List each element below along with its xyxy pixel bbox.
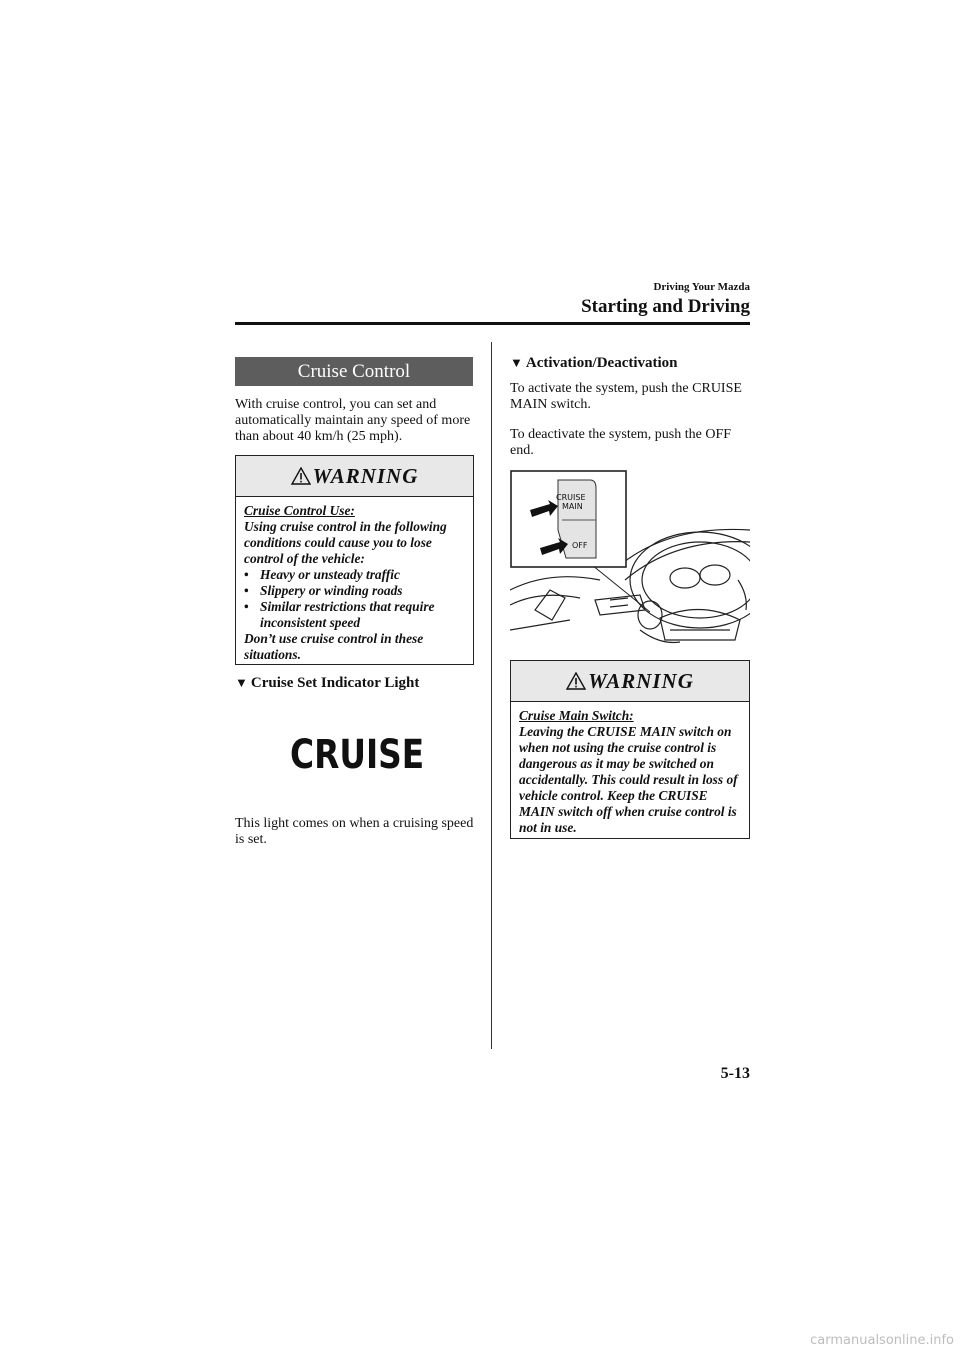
indicator-heading [235, 675, 419, 692]
list-item: • Heavy or unsteady traffic [244, 567, 400, 582]
warning-text: Leaving the CRUISE MAIN switch on when not using the cruise control is dangerous as it may be switched on accidentally. This could result in loss of vehicle control. Keep the CRUISE MAIN switch off when cruise control is not in use. [519, 724, 738, 835]
down-triangle-icon: ▼ [235, 675, 248, 690]
warning-triangle-icon [566, 672, 586, 690]
list-item: • Similar restrictions that require inconsistent speed [244, 599, 435, 630]
warning-list [244, 567, 465, 631]
cruise-indicator-symbol: CRUISE [290, 732, 425, 778]
warning-body [236, 497, 473, 669]
activation-heading [510, 355, 678, 372]
down-triangle-icon: ▼ [510, 355, 523, 370]
section-banner: Cruise Control [235, 357, 473, 386]
watermark: carmanualsonline.info [810, 1333, 954, 1348]
header-rule [235, 322, 750, 325]
switch-label-main: MAIN [562, 502, 583, 511]
list-item-text: Heavy or unsteady traffic [260, 567, 400, 582]
warning-box-cruise-use [235, 455, 474, 665]
chapter-label: Driving Your Mazda [653, 281, 750, 293]
warning-triangle-icon [291, 467, 311, 485]
warning-title: WARNING [312, 463, 419, 488]
warning-header [511, 661, 749, 702]
cruise-switch-illustration [510, 470, 750, 645]
list-item-text: Similar restrictions that require inconsistent speed [260, 599, 435, 630]
deactivate-paragraph: To deactivate the system, push the OFF end. [510, 427, 732, 458]
section-title: Starting and Driving [581, 296, 750, 317]
indicator-heading-text: Cruise Set Indicator Light [250, 675, 420, 691]
column-divider [491, 342, 492, 1049]
warning-box-main-switch [510, 660, 750, 839]
activate-paragraph: To activate the system, push the CRUISE MAIN switch. [510, 381, 742, 412]
warning-header [236, 456, 473, 497]
switch-label-off: OFF [572, 541, 588, 550]
intro-paragraph: With cruise control, you can set and automatically maintain any speed of more than about 40 km/h (25 mph). [235, 397, 471, 444]
switch-label-cruise: CRUISE [556, 493, 586, 502]
warning-lead: Using cruise control in the following conditions could cause you to lose control of the vehicle: [244, 519, 447, 566]
warning-body [511, 702, 749, 842]
warning-closing: Don’t use cruise control in these situations. [244, 631, 424, 662]
warning-title: WARNING [588, 668, 694, 693]
list-item-text: Slippery or winding roads [260, 583, 403, 598]
list-item: • Slippery or winding roads [244, 583, 403, 598]
warning-subtitle: Cruise Main Switch: [519, 708, 634, 723]
page-number: 5-13 [720, 1065, 750, 1082]
warning-subtitle: Cruise Control Use: [244, 503, 355, 518]
activation-heading-text: Activation/Deactivation [525, 355, 678, 371]
indicator-paragraph: This light comes on when a cruising speed is set. [235, 816, 474, 847]
